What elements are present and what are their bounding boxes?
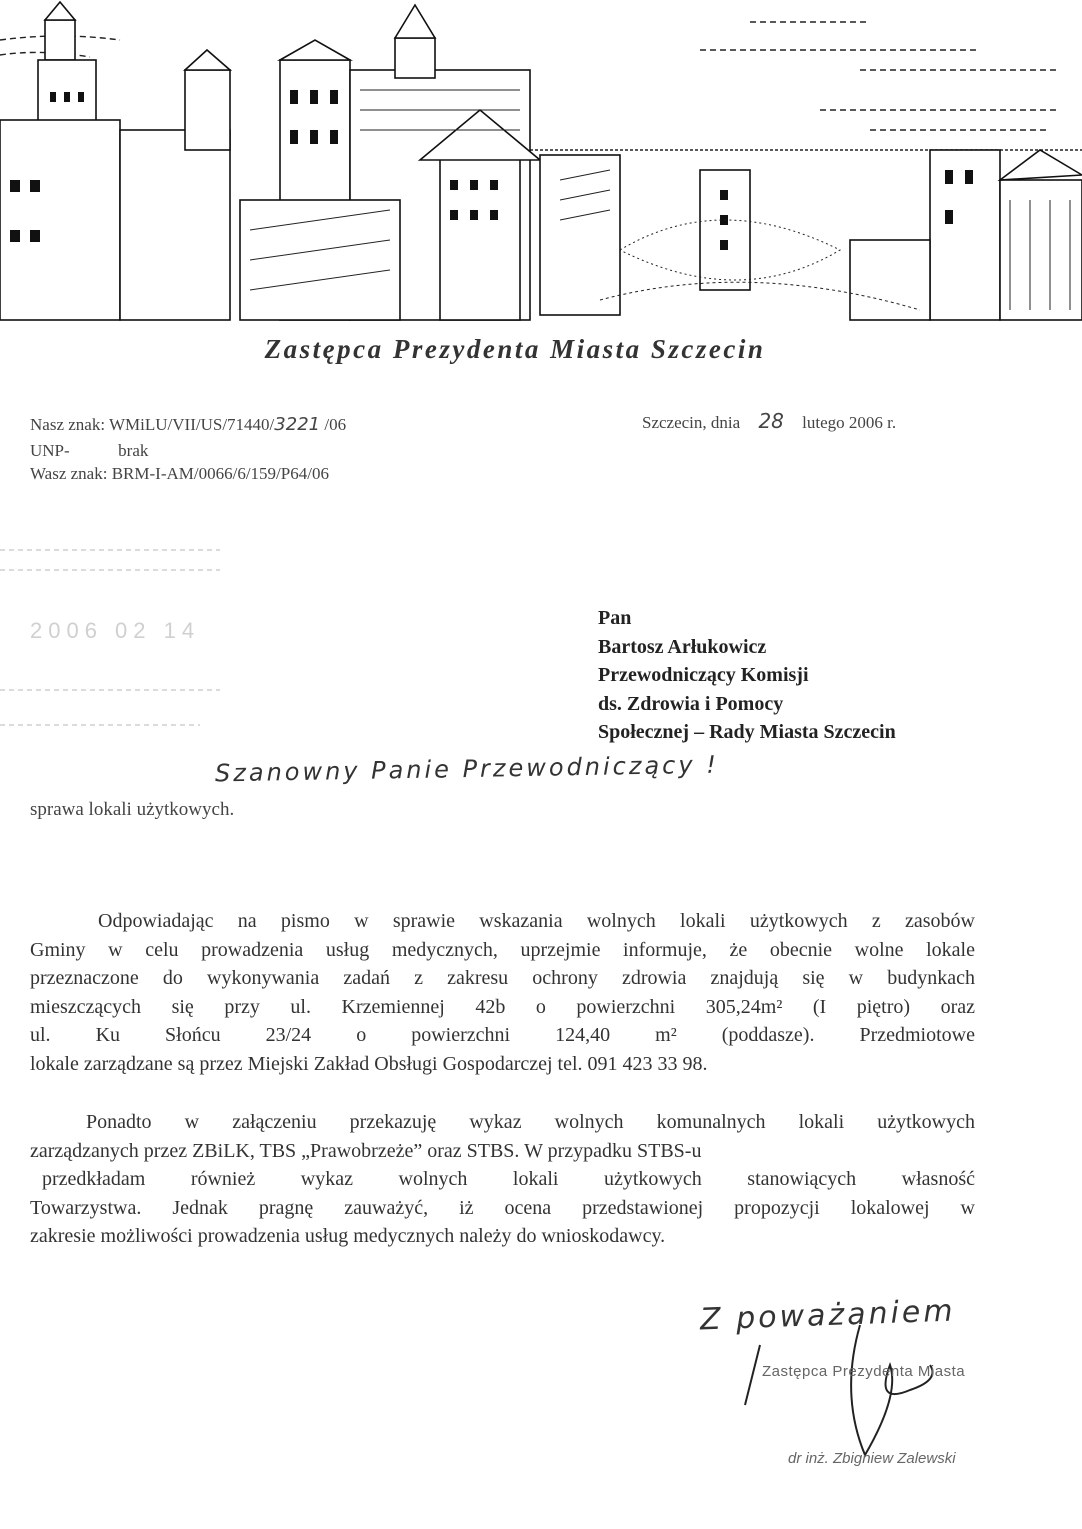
body-paragraph-1	[30, 907, 975, 1078]
our-ref-suffix: /06	[324, 415, 347, 434]
unp-reference	[30, 440, 148, 462]
recipient-line: Przewodniczący Komisji	[598, 664, 809, 686]
paragraph-line: Towarzystwa. Jednak pragnę zauważyć, iż ocena przedstawionej propozycji lokalowej w	[30, 1196, 975, 1219]
paragraph-line: Gminy w celu prowadzenia usług medycznych, uprzejmie informuje, że obecnie wolne lokale	[30, 938, 975, 961]
paragraph-line: ul. Ku Słońcu 23/24 o powierzchni 124,40 m² (poddasze). Przedmiotowe	[30, 1024, 975, 1046]
our-ref-handwritten: 3221	[274, 414, 321, 435]
recipient-line: Społecznej – Rady Miasta Szczecin	[598, 721, 896, 743]
city-skyline-illustration	[0, 0, 1082, 330]
stamp-date: 2006 02 14	[30, 618, 201, 643]
our-reference	[30, 414, 346, 436]
paragraph-line: przeznaczone do wykonywania zadań z zakresu ochrony zdrowia znajdują się w budynkach	[30, 967, 975, 989]
paragraph-line: zakresie możliwości prowadzenia usług medycznych należy do wnioskodawcy.	[30, 1225, 666, 1247]
paragraph-line: zarządzanych przez ZBiLK, TBS „Prawobrzeże” oraz STBS. W przypadku STBS-u	[30, 1139, 702, 1162]
official-stamp-title: Zastępca Prezydenta Miasta	[762, 1363, 966, 1380]
body-paragraph-2	[30, 1108, 975, 1251]
date-day-handwritten: 28	[758, 409, 784, 433]
unp-value: brak	[118, 441, 149, 460]
letter-date	[642, 410, 896, 434]
paragraph-line: lokale zarządzane są przez Miejski Zakład Obsługi Gospodarczej tel. 091 423 33 98.	[30, 1052, 708, 1075]
paragraph-line: Ponadto w załączeniu przekazuję wykaz wolnych komunalnych lokali użytkowych	[86, 1111, 975, 1133]
our-ref-value: WMiLU/VII/US/71440/	[109, 415, 275, 434]
your-reference	[30, 463, 329, 485]
recipient-line: Bartosz Arłukowicz	[598, 635, 767, 658]
recipient-line: Pan	[598, 607, 632, 629]
paragraph-line: mieszczących się przy ul. Krzemiennej 42b o powierzchni 305,24m² (I piętro) oraz	[30, 995, 975, 1018]
received-stamp	[0, 540, 230, 740]
your-ref-value: BRM-I-AM/0066/6/159/P64/06	[111, 464, 329, 483]
handwritten-closing: Z poważaniem	[699, 1293, 957, 1338]
our-ref-label: Nasz znak:	[30, 415, 106, 434]
handwritten-salutation: Szanowny Panie Przewodniczący !	[214, 750, 720, 788]
subject-line: sprawa lokali użytkowych.	[30, 799, 235, 820]
paragraph-line: przedkładam również wykaz wolnych lokali użytkowych stanowiących własność	[42, 1168, 975, 1190]
date-prefix: Szczecin, dnia	[642, 413, 741, 432]
unp-label: UNP-	[30, 441, 70, 460]
official-stamp-name: dr inż. Zbigniew Zalewski	[788, 1450, 956, 1467]
paragraph-line: Odpowiadając na pismo w sprawie wskazania wolnych lokali użytkowych z zasobów	[98, 910, 975, 932]
recipient-line: ds. Zdrowia i Pomocy	[598, 692, 784, 715]
your-ref-label: Wasz znak:	[30, 464, 108, 483]
recipient-block	[598, 604, 896, 747]
office-title: Zastępca Prezydenta Miasta Szczecin	[264, 334, 766, 364]
date-suffix: lutego 2006 r.	[802, 413, 897, 432]
